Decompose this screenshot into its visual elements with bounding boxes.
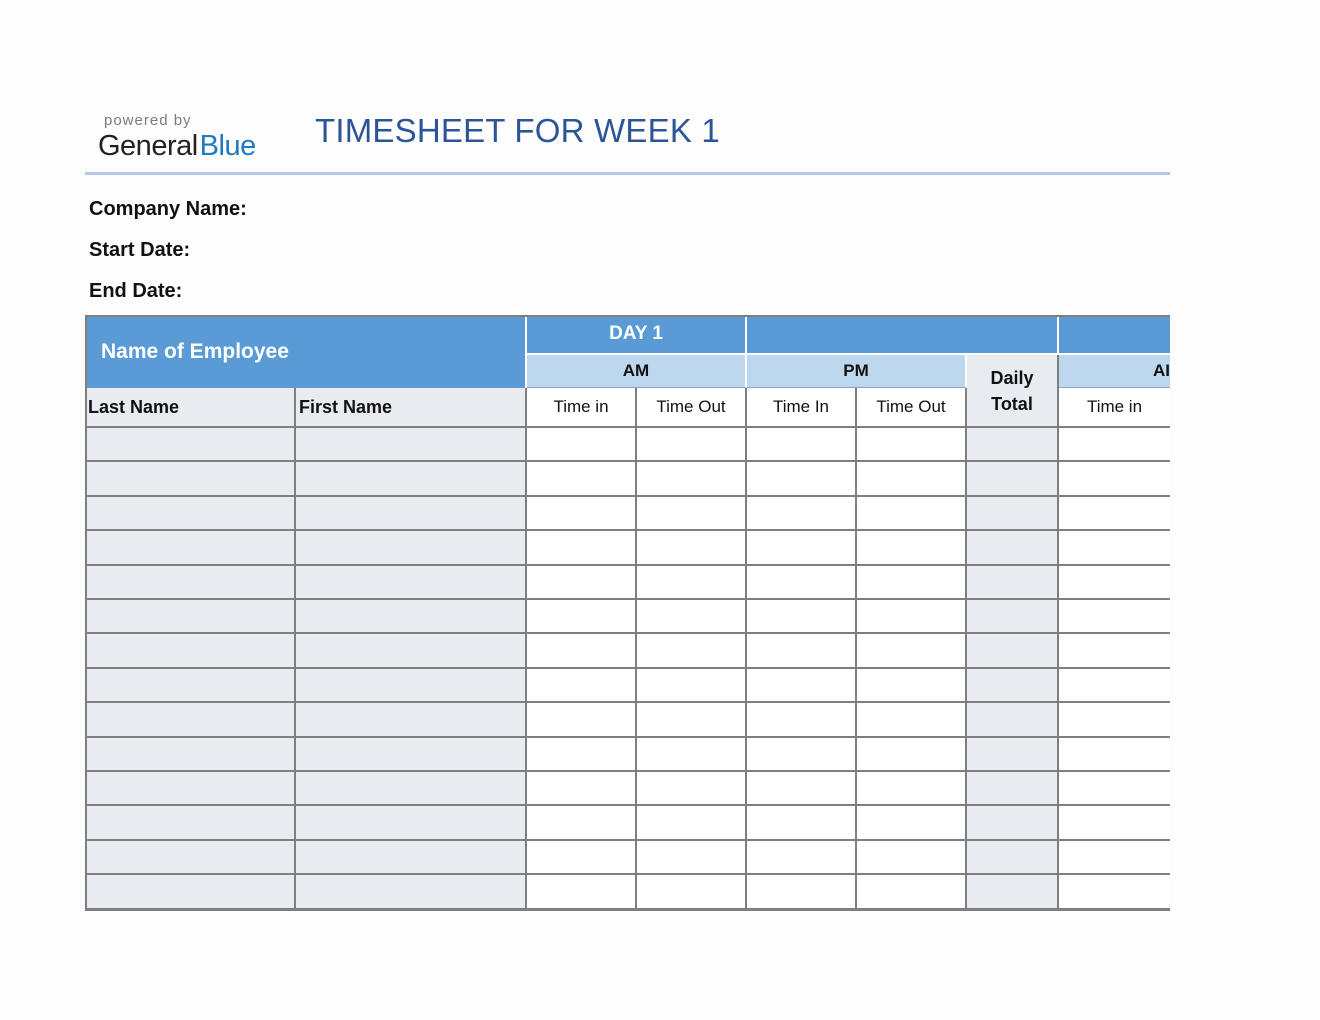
pm-time-in-cell[interactable] <box>747 634 857 668</box>
start-date-label: Start Date: <box>89 239 191 261</box>
brand-general: General <box>98 130 198 162</box>
pm-time-out-cell[interactable] <box>857 841 967 875</box>
am-time-in-header: Time in <box>527 388 637 428</box>
daily-total-cell[interactable] <box>967 634 1059 668</box>
pm-time-out-cell[interactable] <box>857 875 967 909</box>
day2-am-time-in-cell[interactable] <box>1059 772 1170 806</box>
last-name-cell[interactable] <box>85 806 296 840</box>
daily-total-cell[interactable] <box>967 772 1059 806</box>
pm-time-in-header: Time In <box>747 388 857 428</box>
am-time-out-cell[interactable] <box>637 703 747 737</box>
brand-wordmark <box>98 130 256 163</box>
am-time-in-cell[interactable] <box>527 703 637 737</box>
daily-total-cell[interactable] <box>967 703 1059 737</box>
first-name-cell[interactable] <box>296 738 527 772</box>
pm-time-out-cell[interactable] <box>857 566 967 600</box>
am-time-in-cell[interactable] <box>527 738 637 772</box>
pm-time-in-cell[interactable] <box>747 703 857 737</box>
daily-total-cell[interactable] <box>967 669 1059 703</box>
last-name-cell[interactable] <box>85 841 296 875</box>
last-name-cell[interactable] <box>85 703 296 737</box>
last-name-cell[interactable] <box>85 497 296 531</box>
brand-blue: Blue <box>199 130 256 162</box>
day2-am-time-in-cell[interactable] <box>1059 738 1170 772</box>
am-time-in-cell[interactable] <box>527 462 637 496</box>
day2-am-time-in-cell[interactable] <box>1059 875 1170 909</box>
daily-total-header <box>967 355 1059 428</box>
daily-total-line1: Daily <box>990 367 1034 388</box>
name-of-employee-header: Name of Employee <box>85 315 527 388</box>
pm-time-in-cell[interactable] <box>747 841 857 875</box>
end-date-label: End Date: <box>89 280 183 302</box>
day2-am-time-in-cell[interactable] <box>1059 600 1170 634</box>
am-time-in-cell[interactable] <box>527 875 637 909</box>
daily-total-cell[interactable] <box>967 566 1059 600</box>
day2-am-time-in-cell[interactable] <box>1059 566 1170 600</box>
pm-time-out-cell[interactable] <box>857 738 967 772</box>
pm-time-in-cell[interactable] <box>747 806 857 840</box>
daily-total-cell[interactable] <box>967 462 1059 496</box>
am-time-out-cell[interactable] <box>637 531 747 565</box>
am-time-out-cell[interactable] <box>637 428 747 462</box>
last-name-cell[interactable] <box>85 566 296 600</box>
daily-total-cell[interactable] <box>967 531 1059 565</box>
pm-time-in-cell[interactable] <box>747 531 857 565</box>
daily-total-cell[interactable] <box>967 497 1059 531</box>
pm-time-out-cell[interactable] <box>857 772 967 806</box>
first-name-cell[interactable] <box>296 875 527 909</box>
last-name-cell[interactable] <box>85 531 296 565</box>
am-time-out-cell[interactable] <box>637 806 747 840</box>
am-time-out-cell[interactable] <box>637 875 747 909</box>
pm-time-in-cell[interactable] <box>747 428 857 462</box>
last-name-cell[interactable] <box>85 772 296 806</box>
last-name-header: Last Name <box>85 388 296 428</box>
day2-am-time-in-cell[interactable] <box>1059 841 1170 875</box>
am-time-in-cell[interactable] <box>527 497 637 531</box>
first-name-cell[interactable] <box>296 806 527 840</box>
page-title: TIMESHEET FOR WEEK 1 <box>315 112 720 149</box>
day2-am-time-in-cell[interactable] <box>1059 806 1170 840</box>
day2-am-header: AI <box>1059 355 1170 388</box>
am-header: AM <box>527 355 747 388</box>
first-name-cell[interactable] <box>296 566 527 600</box>
first-name-cell[interactable] <box>296 772 527 806</box>
pm-time-in-cell[interactable] <box>747 875 857 909</box>
am-time-in-cell[interactable] <box>527 634 637 668</box>
day2-am-time-in-cell[interactable] <box>1059 531 1170 565</box>
first-name-cell[interactable] <box>296 703 527 737</box>
title-underline <box>85 172 1170 175</box>
pm-time-out-cell[interactable] <box>857 428 967 462</box>
powered-by-text: powered by <box>104 112 192 129</box>
pm-time-in-cell[interactable] <box>747 497 857 531</box>
last-name-cell[interactable] <box>85 875 296 909</box>
first-name-cell[interactable] <box>296 600 527 634</box>
am-time-in-cell[interactable] <box>527 600 637 634</box>
day2-am-time-in-cell[interactable] <box>1059 703 1170 737</box>
day2-am-time-in-header: Time in <box>1059 388 1170 428</box>
am-time-out-cell[interactable] <box>637 772 747 806</box>
am-time-in-cell[interactable] <box>527 772 637 806</box>
day2-am-time-in-cell[interactable] <box>1059 462 1170 496</box>
pm-time-out-header: Time Out <box>857 388 967 428</box>
day2-header <box>1059 315 1170 355</box>
first-name-cell[interactable] <box>296 531 527 565</box>
day2-am-time-in-cell[interactable] <box>1059 497 1170 531</box>
pm-time-out-cell[interactable] <box>857 634 967 668</box>
last-name-cell[interactable] <box>85 634 296 668</box>
am-time-out-cell[interactable] <box>637 634 747 668</box>
last-name-cell[interactable] <box>85 600 296 634</box>
am-time-out-cell[interactable] <box>637 669 747 703</box>
company-name-label: Company Name: <box>89 198 247 220</box>
pm-time-in-cell[interactable] <box>747 738 857 772</box>
pm-time-out-cell[interactable] <box>857 462 967 496</box>
last-name-cell[interactable] <box>85 428 296 462</box>
pm-time-in-cell[interactable] <box>747 462 857 496</box>
first-name-header: First Name <box>296 388 527 428</box>
am-time-out-cell[interactable] <box>637 841 747 875</box>
first-name-cell[interactable] <box>296 841 527 875</box>
first-name-cell[interactable] <box>296 497 527 531</box>
first-name-cell[interactable] <box>296 428 527 462</box>
pm-time-out-cell[interactable] <box>857 806 967 840</box>
day1-header-continued <box>747 315 1059 355</box>
pm-time-in-cell[interactable] <box>747 772 857 806</box>
daily-total-cell[interactable] <box>967 841 1059 875</box>
am-time-in-cell[interactable] <box>527 531 637 565</box>
last-name-cell[interactable] <box>85 462 296 496</box>
am-time-out-cell[interactable] <box>637 600 747 634</box>
last-name-cell[interactable] <box>85 669 296 703</box>
day1-header: DAY 1 <box>527 315 747 355</box>
daily-total-cell[interactable] <box>967 428 1059 462</box>
pm-time-out-cell[interactable] <box>857 531 967 565</box>
am-time-in-cell[interactable] <box>527 669 637 703</box>
am-time-out-cell[interactable] <box>637 738 747 772</box>
daily-total-line2: Total <box>991 393 1033 414</box>
pm-time-out-cell[interactable] <box>857 703 967 737</box>
day2-am-time-in-cell[interactable] <box>1059 669 1170 703</box>
pm-header: PM <box>747 355 967 388</box>
am-time-out-header: Time Out <box>637 388 747 428</box>
pm-time-in-cell[interactable] <box>747 566 857 600</box>
am-time-in-cell[interactable] <box>527 806 637 840</box>
timesheet-table <box>85 315 1170 911</box>
am-time-out-cell[interactable] <box>637 497 747 531</box>
pm-time-in-cell[interactable] <box>747 669 857 703</box>
pm-time-out-cell[interactable] <box>857 497 967 531</box>
last-name-cell[interactable] <box>85 738 296 772</box>
daily-total-cell[interactable] <box>967 875 1059 909</box>
first-name-cell[interactable] <box>296 462 527 496</box>
am-time-out-cell[interactable] <box>637 566 747 600</box>
first-name-cell[interactable] <box>296 634 527 668</box>
daily-total-cell[interactable] <box>967 738 1059 772</box>
day2-am-time-in-cell[interactable] <box>1059 428 1170 462</box>
daily-total-cell[interactable] <box>967 806 1059 840</box>
pm-time-out-cell[interactable] <box>857 600 967 634</box>
pm-time-out-cell[interactable] <box>857 669 967 703</box>
day2-am-time-in-cell[interactable] <box>1059 634 1170 668</box>
am-time-in-cell[interactable] <box>527 428 637 462</box>
first-name-cell[interactable] <box>296 669 527 703</box>
pm-time-in-cell[interactable] <box>747 600 857 634</box>
am-time-out-cell[interactable] <box>637 462 747 496</box>
daily-total-cell[interactable] <box>967 600 1059 634</box>
am-time-in-cell[interactable] <box>527 566 637 600</box>
am-time-in-cell[interactable] <box>527 841 637 875</box>
